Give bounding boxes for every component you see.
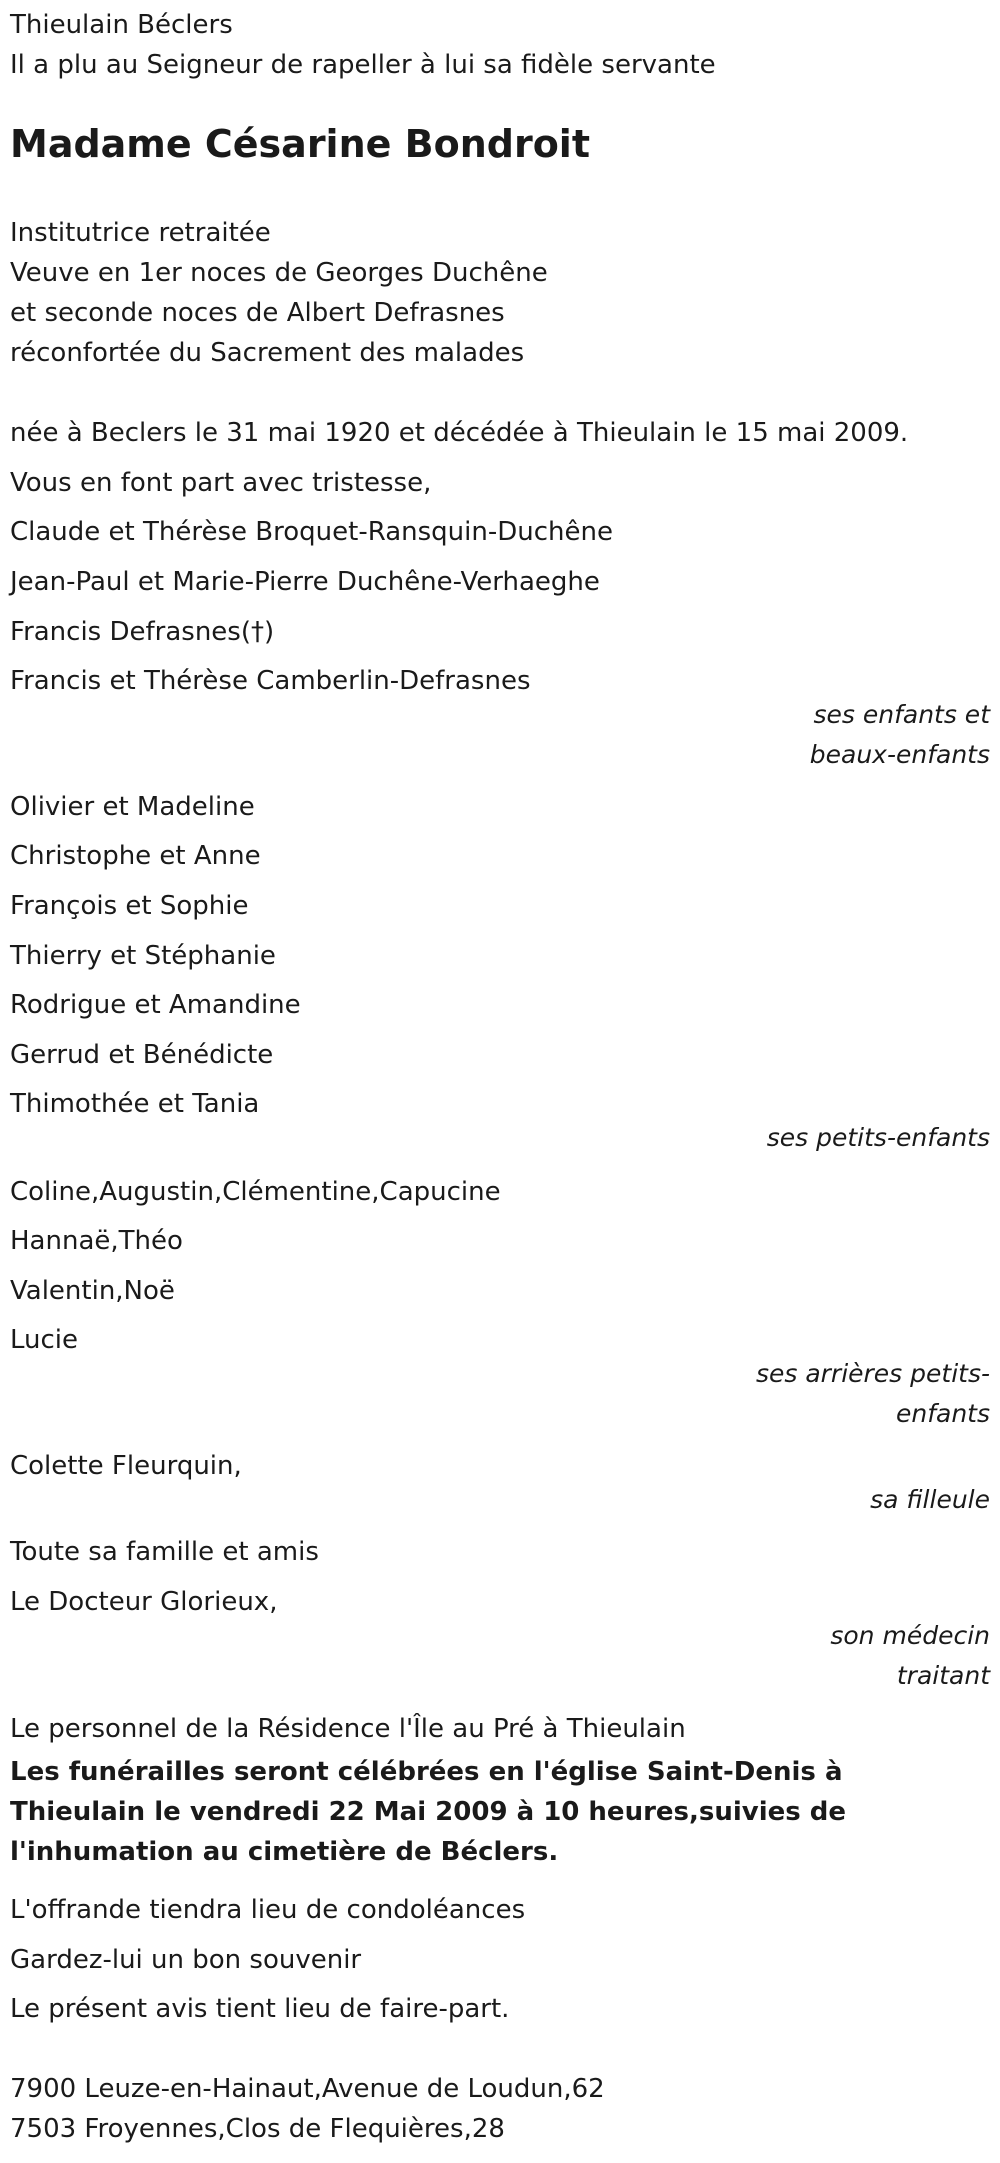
grandchild-name: Olivier et Madeline <box>10 792 255 822</box>
grandchild-name: François et Sophie <box>10 891 249 921</box>
relation-label: traitant <box>896 1661 990 1690</box>
grandchild-name: Rodrigue et Amandine <box>10 990 301 1020</box>
doctor-line: Le Docteur Glorieux, <box>10 1587 278 1617</box>
relation-label: ses arrières petits- <box>755 1359 990 1388</box>
goddaughter-name: Colette Fleurquin, <box>10 1451 242 1481</box>
grandchild-name: Thierry et Stéphanie <box>10 941 276 971</box>
deceased-name: Madame Césarine Bondroit <box>10 122 591 166</box>
birth-death-line: née à Beclers le 31 mai 1920 et décédée à Thieulain le 15 mai 2009. <box>10 418 909 448</box>
grandchild-name: Gerrud et Bénédicte <box>10 1040 274 1070</box>
obituary-notice <box>10 0 990 2163</box>
description-line: et seconde noces de Albert Defrasnes <box>10 298 505 328</box>
closing-line: Gardez-lui un bon souvenir <box>10 1945 362 1975</box>
closing-line: Le présent avis tient lieu de faire-part. <box>10 1994 510 2024</box>
funeral-details: Les funérailles seront célébrées en l'église Saint-Denis à Thieulain le vendredi 22 Mai 2009 à 10 heures,suivies de l'inhumation au cimetière de Béclers. <box>10 1757 847 1867</box>
description-line: Institutrice retraitée <box>10 218 271 248</box>
address-line: 7503 Froyennes,Clos de Flequières,28 <box>10 2114 505 2144</box>
relation-label: beaux-enfants <box>809 740 990 769</box>
child-name: Jean-Paul et Marie-Pierre Duchêne-Verhaeghe <box>10 567 600 597</box>
relation-label: ses petits-enfants <box>766 1123 990 1152</box>
description-line: Veuve en 1er noces de Georges Duchêne <box>10 258 548 288</box>
place-line: Thieulain Béclers <box>10 10 233 40</box>
great-grandchild-name: Coline,Augustin,Clémentine,Capucine <box>10 1177 501 1207</box>
closing-line: L'offrande tiendra lieu de condoléances <box>10 1895 526 1925</box>
grandchild-name: Thimothée et Tania <box>10 1089 260 1119</box>
staff-line: Le personnel de la Résidence l'Île au Pré à Thieulain <box>10 1714 686 1744</box>
grandchild-name: Christophe et Anne <box>10 841 261 871</box>
description-line: réconfortée du Sacrement des malades <box>10 338 525 368</box>
great-grandchild-name: Lucie <box>10 1325 79 1355</box>
family-friends-line: Toute sa famille et amis <box>10 1537 319 1567</box>
relation-label: sa filleule <box>870 1485 990 1514</box>
great-grandchild-name: Hannaë,Théo <box>10 1226 183 1256</box>
announcement: Il a plu au Seigneur de rapeller à lui sa fidèle servante <box>10 50 716 80</box>
intro-line: Vous en font part avec tristesse, <box>10 468 432 498</box>
child-name: Francis Defrasnes(†) <box>10 617 275 647</box>
child-name: Francis et Thérèse Camberlin-Defrasnes <box>10 666 531 696</box>
child-name: Claude et Thérèse Broquet-Ransquin-Duchêne <box>10 517 613 547</box>
great-grandchild-name: Valentin,Noë <box>10 1276 175 1306</box>
relation-label: enfants <box>895 1399 990 1428</box>
address-line: 7900 Leuze-en-Hainaut,Avenue de Loudun,62 <box>10 2074 605 2104</box>
relation-label: ses enfants et <box>813 700 990 729</box>
relation-label: son médecin <box>830 1621 990 1650</box>
